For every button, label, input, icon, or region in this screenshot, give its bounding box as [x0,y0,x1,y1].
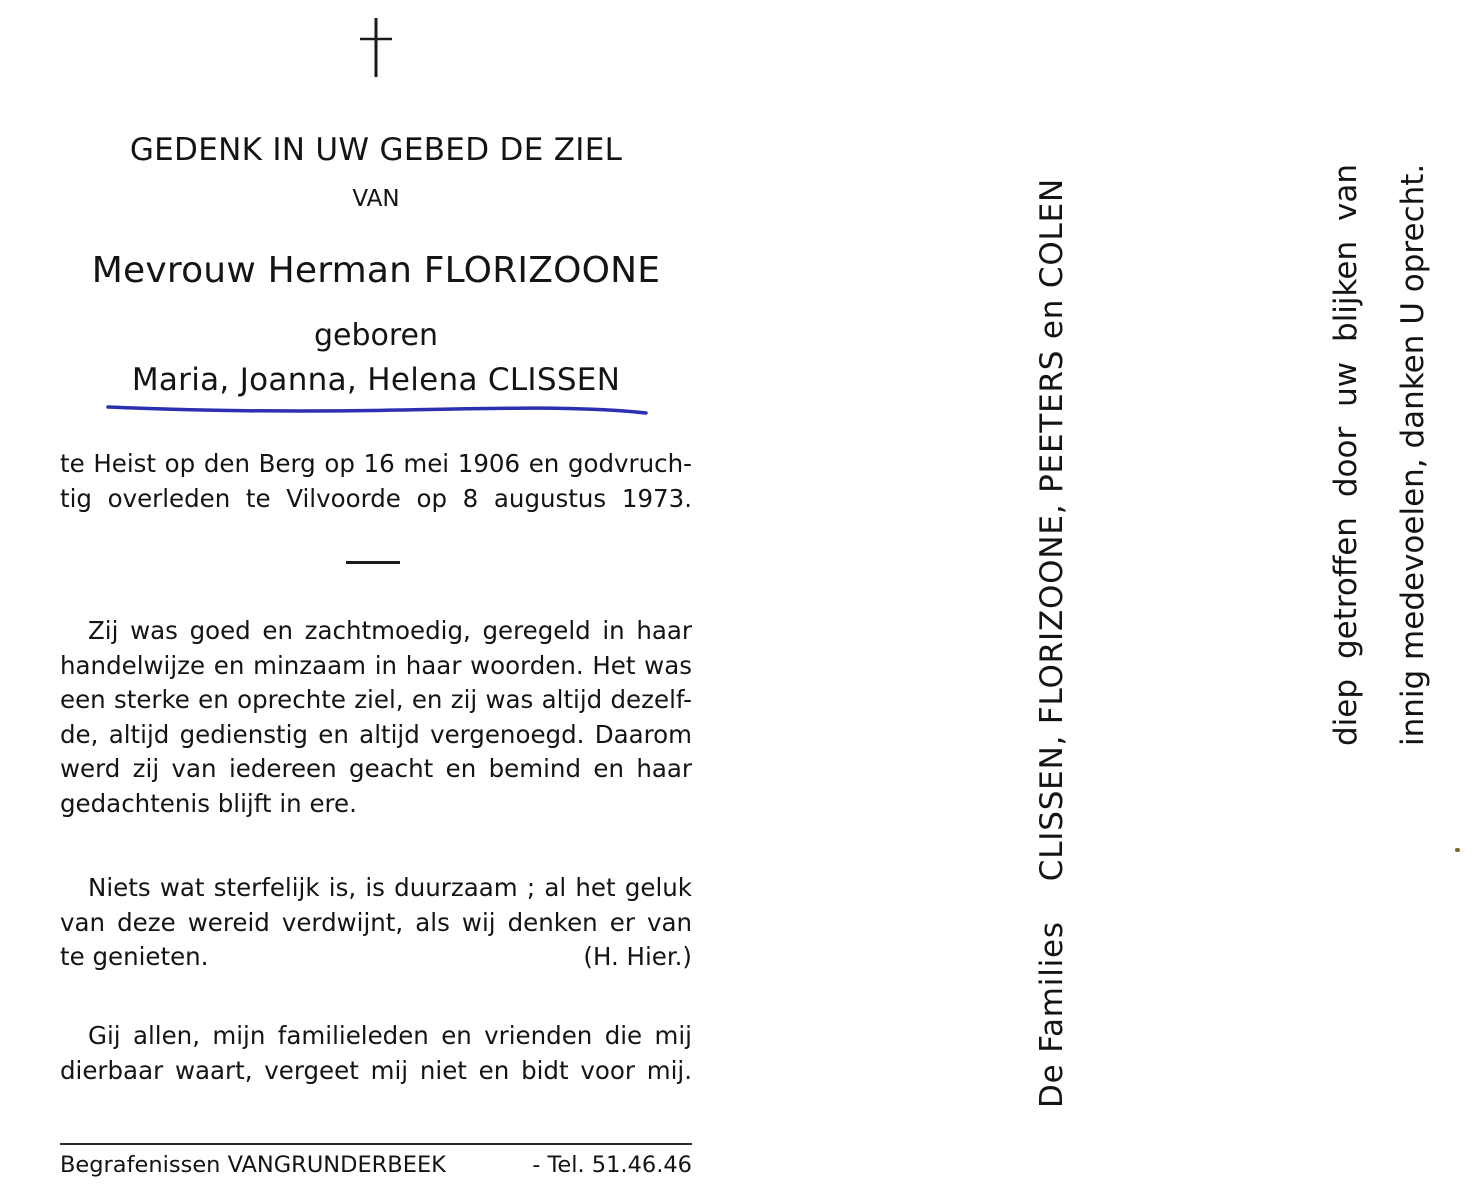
maiden-name: Maria, Joanna, Helena CLISSEN [131,362,621,398]
tribute-line: de, altijd gedienstig en altijd vergenoegd. Daarom [60,719,692,749]
closing-paragraph [60,1019,692,1088]
quote-line: Niets wat sterfelijk is, is duurzaam ; al het geluk [88,873,692,902]
closing-line: dierbaar waart, vergeet mij niet en bidt voor mij. [60,1055,692,1085]
tribute-line: werd zij van iedereen geacht en bemind en haar [60,754,692,783]
quote-line: te genieten. [60,942,209,971]
separator-dash [346,561,400,564]
funeral-home-phone: - Tel. 51.46.46 [532,1152,692,1178]
born-label: geboren [313,318,439,353]
memorial-van: VAN [352,186,400,212]
tribute-line: een sterke en oprechte ziel, en zij was altijd dezelf- [60,685,692,714]
quote-paragraph [60,871,692,975]
dates-line: te Heist op den Berg op 16 mei 1906 en godvruch- [60,449,692,478]
dates-paragraph [60,447,692,516]
funeral-home-name: Begrafenissen VANGRUNDERBEEK [60,1152,446,1178]
tribute-paragraph [60,614,692,821]
thanks-text: innig medevoelen, danken U oprecht. [1395,163,1431,746]
quote-line: van deze wereid verdwijnt, als wij denken er van [60,907,692,937]
families-prefix: De Families [1034,921,1070,1108]
quote-last-line [60,940,692,975]
memorial-heading: GEDENK IN UW GEBED DE ZIEL [129,132,623,168]
tribute-line: handelwijze en minzaam in haar woorden. Het was [60,650,692,680]
deceased-name: Mevrouw Herman FLORIZOONE [91,250,661,291]
families-names: CLISSEN, FLORIZOONE, PEETERS en COLEN [1034,178,1070,882]
tribute-line: gedachtenis blijft in ere. [60,788,357,818]
families-line [1034,178,1070,1108]
dates-line: tig overleden te Vilvoorde op 8 augustus 1973. [60,483,692,513]
thanks-line-1 [1328,164,1364,746]
funeral-home-footer [60,1152,692,1178]
quote-source: (H. Hier.) [583,942,692,971]
thanks-text: diep getroffen door uw blijken van [1328,164,1364,746]
footer-rule [60,1143,692,1145]
tribute-line: Zij was goed en zachtmoedig, geregeld in haar [88,616,692,645]
thanks-line-2 [1395,164,1431,746]
paper-speck [1455,848,1460,852]
closing-line: Gij allen, mijn familieleden en vrienden die mij [88,1021,692,1050]
